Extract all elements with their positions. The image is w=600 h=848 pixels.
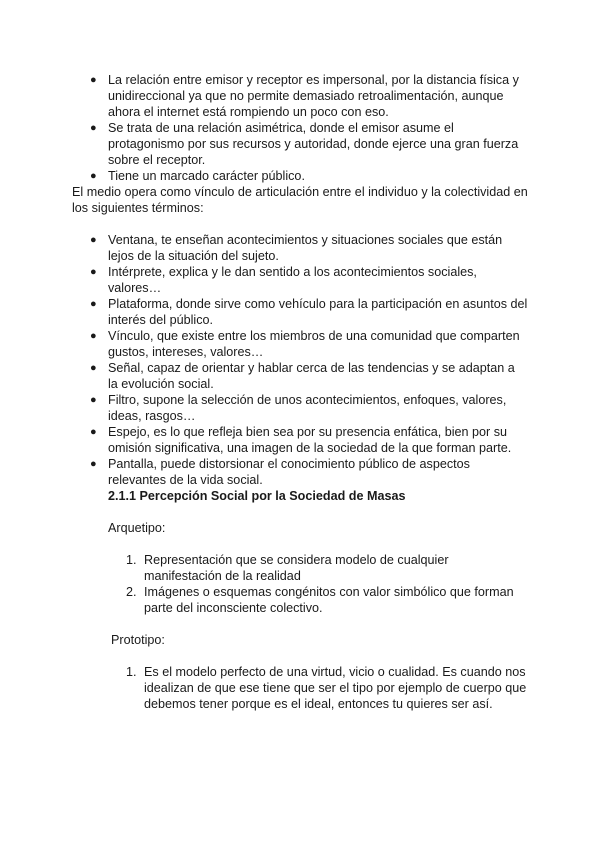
list-item [90,392,528,424]
list-item-text: Es el modelo perfecto de una virtud, vicio o cualidad. Es cuando nos idealizan de que ese tiene que ser el tipo por ejemplo de cuerpo que debemos tener porque es el ideal, entonces tu quieres ser así. [144,665,527,711]
list-item-text: Pantalla, puede distorsionar el conocimiento público de aspectos relevantes de la vida social. [108,457,470,487]
list-item-text: Se trata de una relación asimétrica, donde el emisor asume el protagonismo por sus recursos y autoridad, donde ejerce una gran fuerza sobre el receptor. [108,121,519,167]
list-item [90,168,528,184]
bullet-icon: ● [90,234,97,246]
list-item [90,296,528,328]
intro-paragraph: El medio opera como vínculo de articulación entre el individuo y la colectividad en los siguientes términos: [72,185,528,215]
list-item-text: Vínculo, que existe entre los miembros de una comunidad que comparten gustos, intereses, valores… [108,329,520,359]
list-item [90,264,528,296]
list-item-text: Intérprete, explica y le dan sentido a los acontecimientos sociales, valores… [108,265,477,295]
prototipo-label: Prototipo: [111,633,165,647]
list-item-text: Tiene un marcado carácter público. [108,169,305,183]
list-item-text: Plataforma, donde sirve como vehículo para la participación en asuntos del interés del público. [108,297,528,327]
bullet-icon: ● [90,394,97,406]
bullet-icon: ● [90,74,97,86]
list-item-text: Espejo, es lo que refleja bien sea por su presencia enfática, bien por su omisión significativa, una imagen de la sociedad de la que forman parte. [108,425,512,455]
list-item-text: La relación entre emisor y receptor es impersonal, por la distancia física y unidireccional ya que no permite demasiado retroalimentación, aunque ahora el internet está rompiendo un poco con eso. [108,73,519,119]
arquetipo-label: Arquetipo: [108,521,166,535]
list-item-text: Ventana, te enseñan acontecimientos y situaciones sociales que están lejos de la situación del sujeto. [108,233,503,263]
list-item [90,456,528,488]
list-item [126,552,529,584]
bullet-list-media-functions [90,232,528,488]
numbered-list-prototipo [126,664,529,712]
bullet-icon: ● [90,362,97,374]
list-item [126,664,529,712]
list-item [126,584,529,616]
item-number: 2. [126,585,137,599]
numbered-list-arquetipo [126,552,529,616]
list-item [90,328,528,360]
list-item-text: Representación que se considera modelo de cualquier manifestación de la realidad [144,553,449,583]
bullet-icon: ● [90,122,97,134]
bullet-icon: ● [90,298,97,310]
bullet-icon: ● [90,426,97,438]
bullet-icon: ● [90,266,97,278]
item-number: 1. [126,665,137,679]
bullet-icon: ● [90,458,97,470]
list-item-text: Filtro, supone la selección de unos acontecimientos, enfoques, valores, ideas, rasgos… [108,393,507,423]
section-heading: 2.1.1 Percepción Social por la Sociedad de Masas [108,489,406,503]
list-item-text: Imágenes o esquemas congénitos con valor simbólico que forman parte del inconsciente colectivo. [144,585,514,615]
bullet-icon: ● [90,170,97,182]
list-item-text: Señal, capaz de orientar y hablar cerca de las tendencias y se adaptan a la evolución social. [108,361,515,391]
bullet-icon: ● [90,330,97,342]
item-number: 1. [126,553,137,567]
list-item [90,232,528,264]
bullet-list-characteristics [90,72,528,184]
list-item [90,120,528,168]
list-item [90,360,528,392]
list-item [90,424,528,456]
list-item [90,72,528,120]
